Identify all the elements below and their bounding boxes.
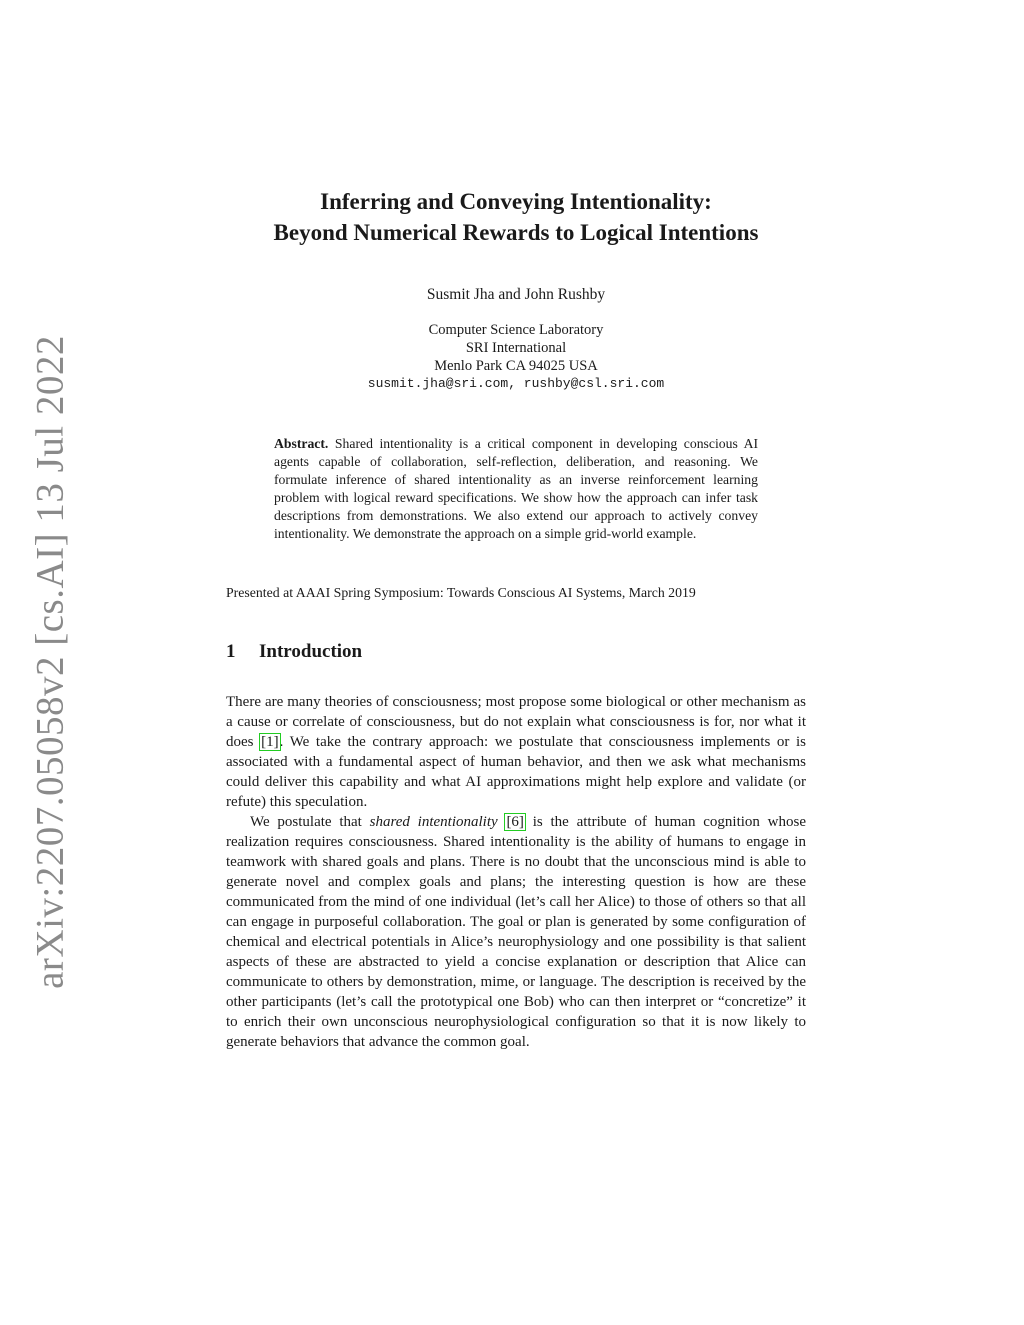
paragraph-1-text-b: . We take the contrary approach: we postulate that consciousness implements or is associated with a fundamental aspect of human behavior, and then we ask what mechanisms could deliver this capability and what AI approximations might help explore and validate (or refute) this speculation. [226, 734, 806, 810]
abstract [274, 435, 758, 543]
citation-link-1[interactable]: [1] [261, 734, 279, 750]
paper-title [226, 186, 806, 248]
affiliation-lab: Computer Science Laboratory [428, 322, 604, 338]
section-number: 1 [226, 641, 236, 662]
section-heading [226, 641, 362, 663]
abstract-label: Abstract. [274, 436, 329, 451]
arxiv-stamp [20, 335, 80, 989]
term-shared-intentionality: shared intentionality [369, 814, 498, 830]
abstract-text: Shared intentionality is a critical component in developing conscious AI agents capable of collaboration, self-reflection, deliberation, and reasoning. We formulate inference of shared intentionality as an inverse reinforcement learning problem with logical reward specifications. We show how the approach can infer task descriptions from demonstrations. We also extend our approach to actively convey intentionality. We demonstrate the approach on a simple grid-world example. [274, 436, 759, 541]
title-line-1: Inferring and Conveying Intentionality: [320, 189, 712, 214]
paragraph-2-lead: We postulate that [250, 814, 370, 830]
paragraph-2-text: is the attribute of human cognition whose realization requires consciousness. Shared intentionality is the ability of humans to engage in teamwork with shared goals and plans. There is no doubt that the unconscious mind is able to generate novel and complex goals and plans; the interesting question is how are these communicated from the mind of one individual (let’s call her Alice) to those of others so that all can engage in purposeful collaboration. The goal or plan is generated by some configuration of chemical and electrical potentials in Alice’s neurophysiology and one possibility is that salient aspects of these are abstracted to yield a concise explanation or description that Alice can communicate to others by demonstration, mime, or language. The description is received by the other participants (let’s call the prototypical one Bob) who can then interpret or “concretize” it to enrich their own unconscious neurophysiological configuration so that it is now likely to generate behaviors that advance the common goal. [226, 814, 807, 1050]
paragraph-2 [226, 812, 806, 1052]
paragraph-1 [226, 692, 806, 812]
affiliation-org: SRI International [465, 340, 567, 356]
citation-link-6[interactable]: [6] [506, 814, 524, 830]
arxiv-identifier: arXiv:2207.05058v2 [cs.AI] 13 Jul 2022 [28, 335, 72, 989]
authors: Susmit Jha and John Rushby [426, 286, 606, 303]
author-emails[interactable]: susmit.jha@sri.com, rushby@csl.sri.com [367, 376, 665, 391]
title-line-2: Beyond Numerical Rewards to Logical Intentions [273, 220, 759, 245]
presented-note: Presented at AAAI Spring Symposium: Towards Conscious AI Systems, March 2019 [226, 585, 696, 600]
introduction-body [226, 692, 806, 1052]
paragraph-1-text-a: There are many theories of consciousness; most propose some biological or other mechanism as a cause or correlate of consciousness, but do not explain what consciousness is for, nor what it does [226, 694, 806, 750]
affiliation-address: Menlo Park CA 94025 USA [434, 358, 598, 374]
affiliation [226, 321, 806, 393]
section-title: Introduction [259, 641, 363, 662]
